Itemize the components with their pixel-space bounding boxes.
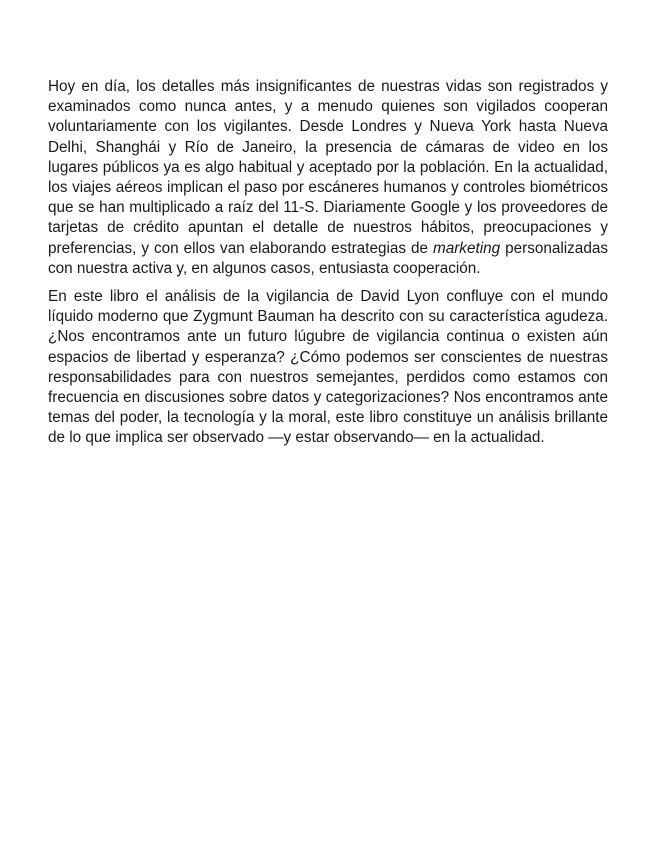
paragraph-2: En este libro el análisis de la vigilancia de David Lyon confluye con el mundo líquido moderno que Zygmunt Bauman ha descrito con su característica agudeza. ¿Nos encontramos ante un futuro lúgubre de vigilancia continua o existen aún espacios de libertad y esperanza? ¿Cómo podemos ser conscientes de nuestras responsabilidades para con nuestros semejantes, perdidos como estamos con frecuencia en discusiones sobre datos y categorizaciones? Nos encontramos ante temas del poder, la tecnología y la moral, este libro constituye un análisis brillante de lo que implica ser observado —y estar observando— en la actualidad. (48, 288, 608, 447)
paragraph-1 (48, 77, 608, 279)
document-page (48, 77, 608, 449)
paragraph-1-text-end: personalizadas con nuestra activa y, en algunos casos, entusiasta cooperación. (48, 239, 608, 277)
paragraph-1-italic-term: marketing (432, 239, 501, 257)
paragraph-1-text-start: Hoy en día, los detalles más insignificantes de nuestras vidas son registrados y examinados como nunca antes, y a menudo quienes son vigilados cooperan voluntariamente con los vigilantes. Desde Londres y Nueva York hasta Nueva Delhi, Shanghái y Río de Janeiro, la presencia de cámaras de video en los lugares públicos ya es algo habitual y aceptado por la población. En la actualidad, los viajes aéreos implican el paso por escáneres humanos y controles biométricos que se han multiplicado a raíz del 11-S. Diariamente Google y los proveedores de tarjetas de crédito apuntan el detalle de nuestros hábitos, preocupaciones y preferencias, y con ellos van elaborando estrategias de (48, 78, 608, 257)
